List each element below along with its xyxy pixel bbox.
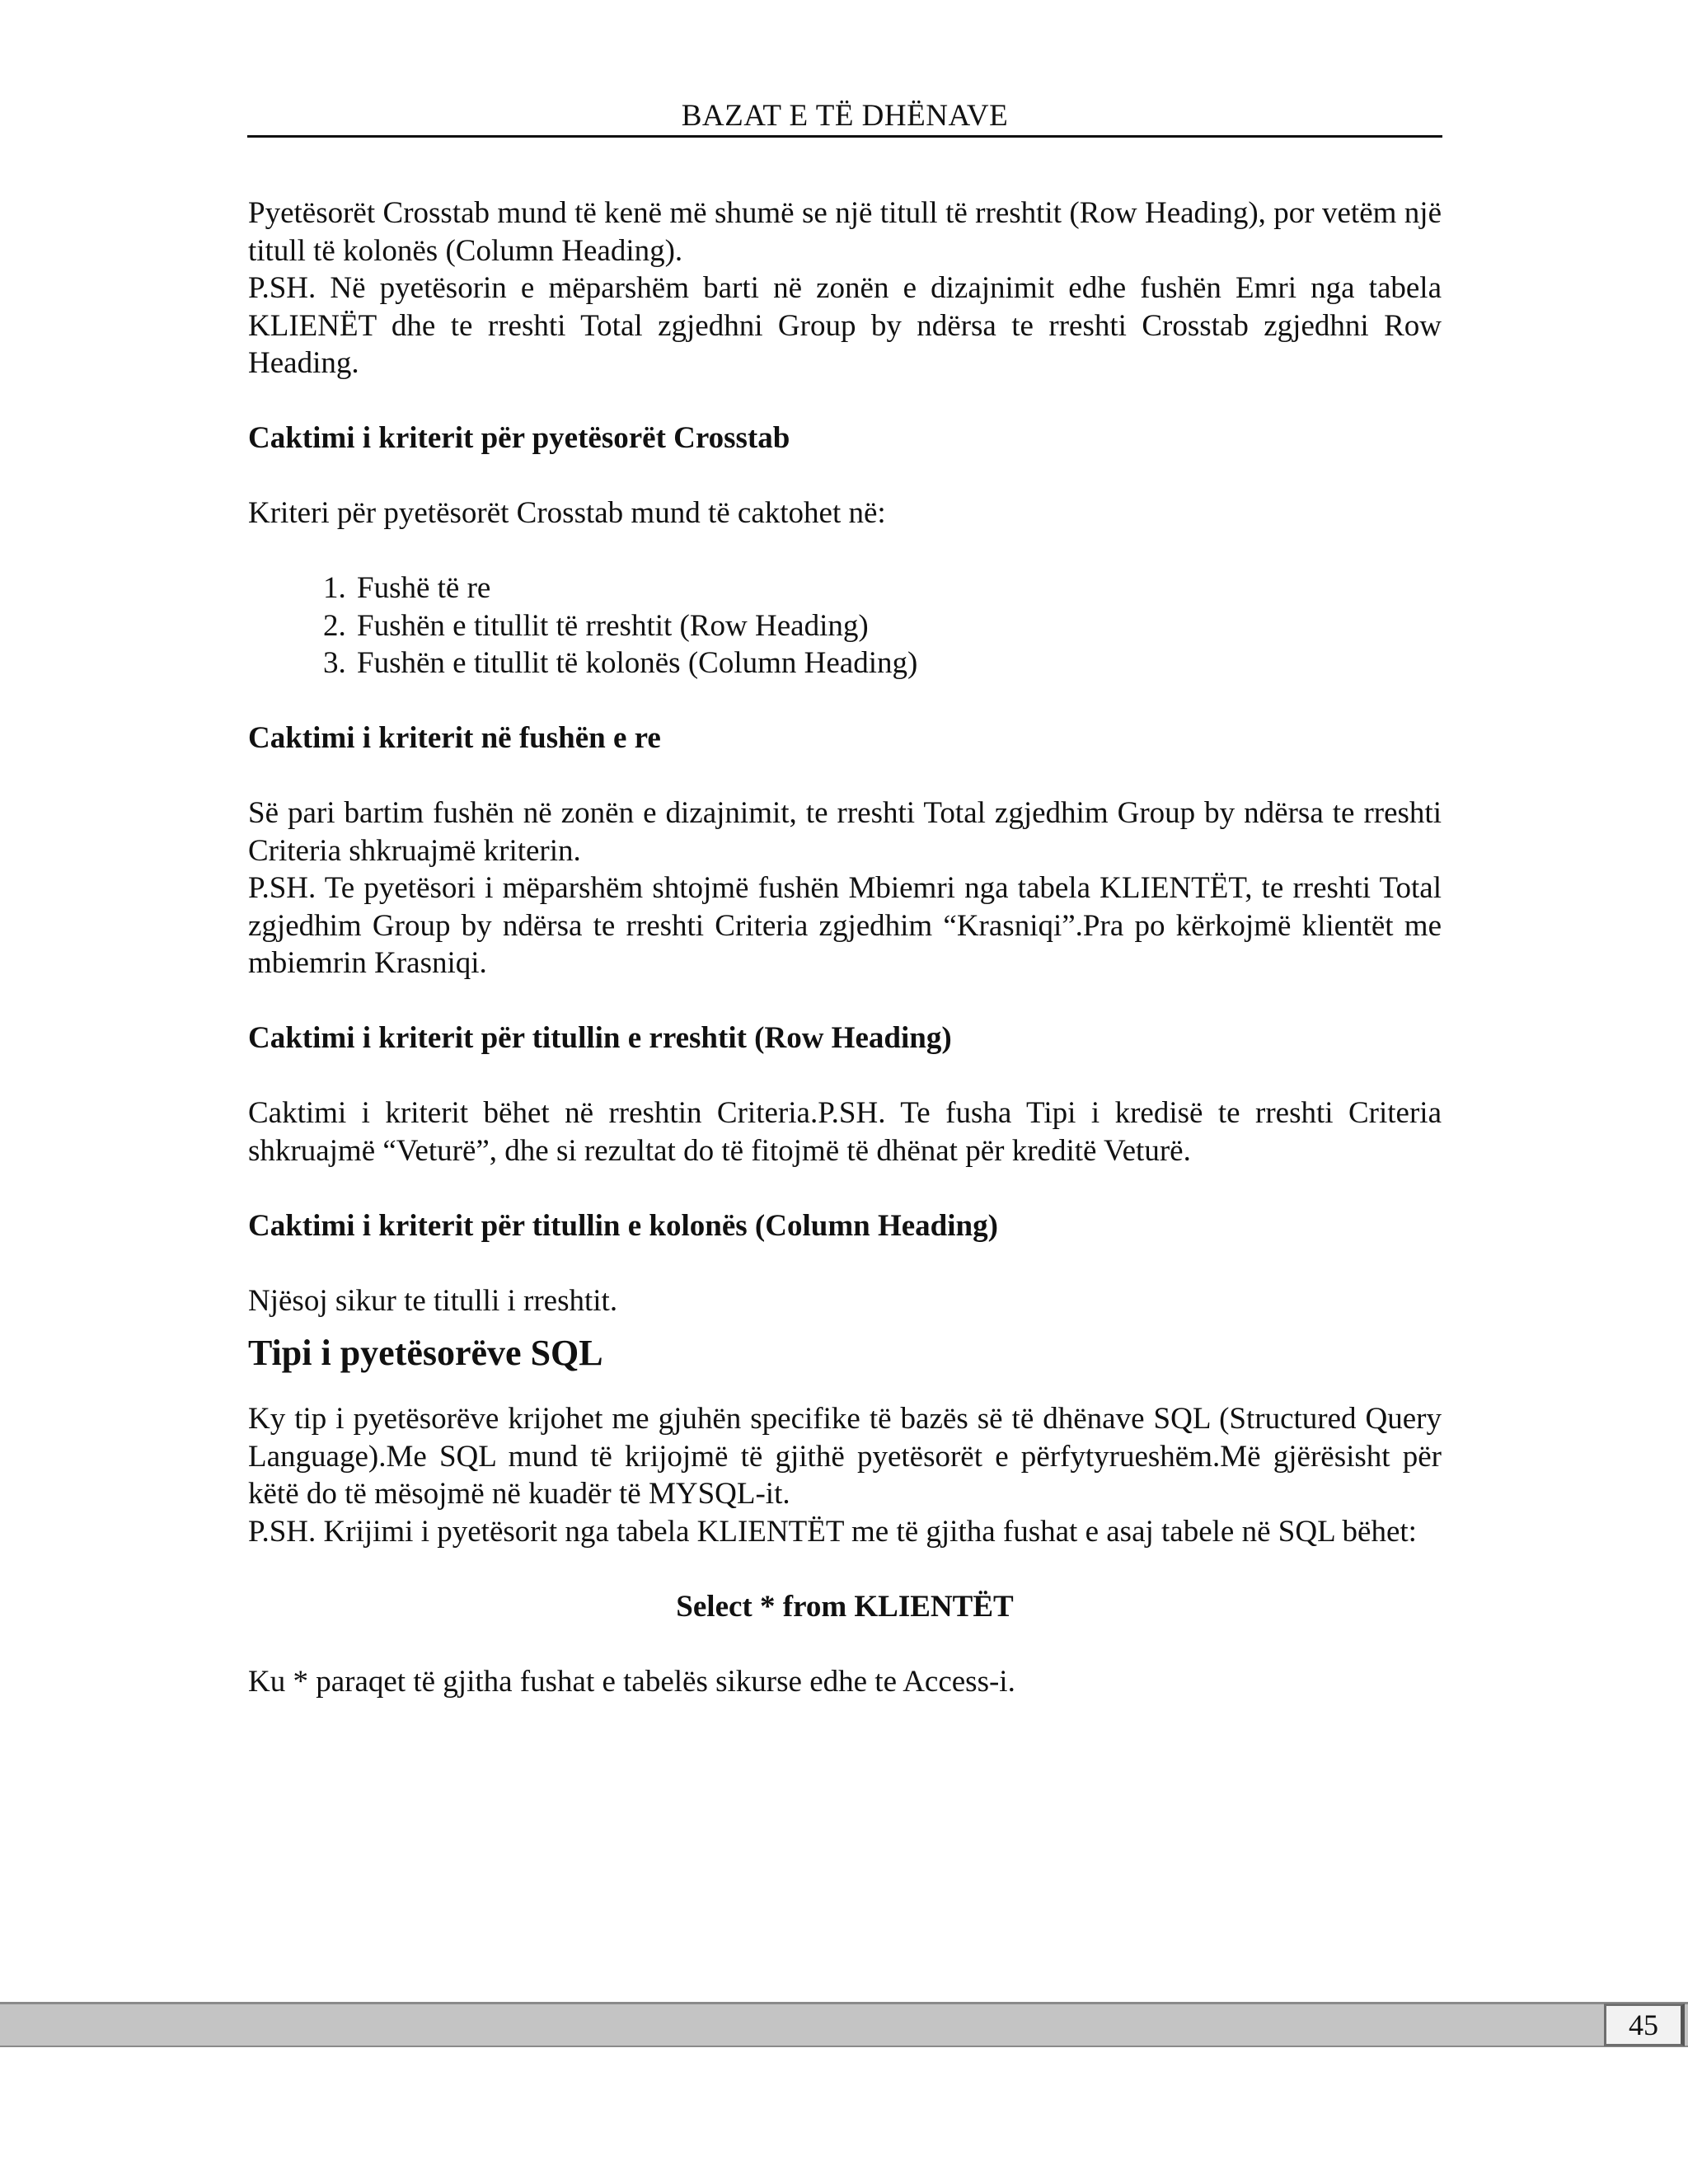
list-item: 2. Fushën e titullit të rreshtit (Row Heading) bbox=[354, 607, 1442, 645]
paragraph-sql-2: P.SH. Krijimi i pyetësorit nga tabela KLIENTËT me të gjitha fushat e asaj tabele në SQL bëhet: bbox=[248, 1514, 1417, 1549]
paragraph-new-field-1: Së pari bartim fushën në zonën e dizajnimit, te rreshti Total zgjedhim Group by ndërsa te rreshti Criteria shkruajmë kriterin. bbox=[248, 796, 1442, 868]
running-header: BAZAT E TË DHËNAVE bbox=[247, 97, 1442, 138]
list-item: 3. Fushën e titullit të kolonës (Column Heading) bbox=[354, 644, 1442, 682]
paragraph-row-heading: Caktimi i kriterit bëhet në rreshtin Criteria.P.SH. Te fusha Tipi i kredisë te rreshti Criteria shkruajmë “Veturë”, dhe si rezultat do të fitojmë të dhënat për kreditë Veturë. bbox=[248, 1096, 1442, 1168]
paragraph-intro-1: Pyetësorët Crosstab mund të kenë më shumë se një titull të rreshtit (Row Heading), por vetëm një titull të kolonës (Column Heading). bbox=[248, 196, 1442, 268]
page-content bbox=[248, 194, 1442, 1700]
heading-criteria-new-field: Caktimi i kriterit në fushën e re bbox=[248, 721, 661, 755]
footer-bar bbox=[0, 2002, 1688, 2047]
page-number: 45 bbox=[1604, 2004, 1685, 2046]
paragraph-sql-note: Ku * paraqet të gjitha fushat e tabelës sikurse edhe te Access-i. bbox=[248, 1664, 1015, 1699]
paragraph-sql-1: Ky tip i pyetësorëve krijohet me gjuhën specifike të bazës së të dhënave SQL (Structured Query Language).Me SQL mund të krijojmë të gjithë pyetësorët e përfytyrueshëm.Më gjërësisht për këtë do të mësojmë në kuadër të MYSQL-it. bbox=[248, 1402, 1442, 1511]
heading-criteria-crosstab: Caktimi i kriterit për pyetësorët Crosstab bbox=[248, 421, 790, 455]
list-item: 1. Fushë të re bbox=[354, 569, 1442, 607]
heading-criteria-column-heading: Caktimi i kriterit për titullin e kolonës (Column Heading) bbox=[248, 1208, 998, 1243]
criteria-list bbox=[248, 569, 1442, 682]
paragraph-criteria-intro: Kriteri për pyetësorët Crosstab mund të caktohet në: bbox=[248, 496, 886, 530]
heading-sql-section: Tipi i pyetësorëve SQL bbox=[248, 1333, 603, 1373]
paragraph-new-field-2: P.SH. Te pyetësori i mëparshëm shtojmë fushën Mbiemri nga tabela KLIENTËT, te rreshti Total zgjedhim Group by ndërsa te rreshti Criteria zgjedhim “Krasniqi”.Pra po kërkojmë klientët me mbiemrin Krasniqi. bbox=[248, 871, 1442, 980]
paragraph-intro-2: P.SH. Në pyetësorin e mëparshëm barti në zonën e dizajnimit edhe fushën Emri nga tabela KLIENËT dhe te rreshti Total zgjedhni Group by ndërsa te rreshti Crosstab zgjedhni Row Heading. bbox=[248, 271, 1442, 380]
paragraph-column-heading: Njësoj sikur te titulli i rreshtit. bbox=[248, 1283, 618, 1318]
sql-code-example: Select * from KLIENTËT bbox=[676, 1589, 1014, 1624]
heading-criteria-row-heading: Caktimi i kriterit për titullin e rreshtit (Row Heading) bbox=[248, 1021, 952, 1055]
